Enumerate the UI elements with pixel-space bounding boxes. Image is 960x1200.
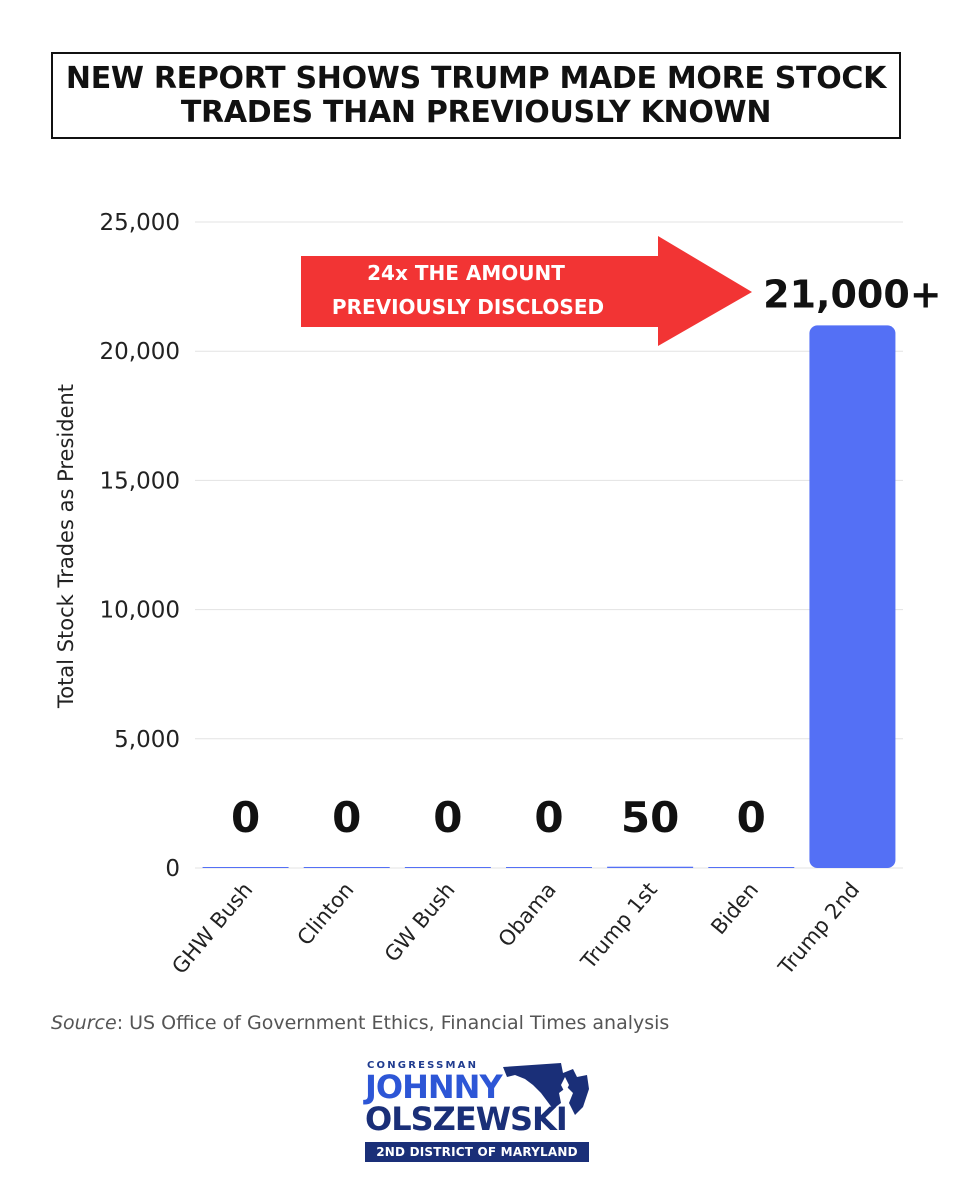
data-label: 0 [736,793,766,842]
x-tick-label: Trump 1st [576,877,662,974]
maryland-map-icon [503,1063,589,1115]
bar [405,867,491,868]
x-tick-label: Obama [493,877,561,952]
x-tick-label: Trump 2nd [773,877,865,980]
data-label: 0 [433,793,463,842]
source-text: : US Office of Government Ethics, Financial Times analysis [116,1012,670,1034]
source-note [51,1012,669,1034]
logo-congressman: CONGRESSMAN [367,1060,479,1071]
y-tick-label: 0 [165,856,180,882]
title-line-2: TRADES THAN PREVIOUSLY KNOWN [180,94,772,130]
annotation-line-1: 24x THE AMOUNT [367,261,565,285]
congressman-logo [365,1060,590,1165]
bar [708,867,794,868]
x-tick-label: Clinton [292,877,359,950]
data-label: 0 [332,793,362,842]
y-tick-label: 5,000 [114,726,180,753]
logo-district-band: 2ND DISTRICT OF MARYLAND [365,1142,589,1162]
y-tick-label: 10,000 [99,597,180,624]
annotation-line-2: PREVIOUSLY DISCLOSED [331,295,605,319]
title-line-1: NEW REPORT SHOWS TRUMP MADE MORE STOCK [65,60,887,96]
x-tick-label: GW Bush [379,877,460,967]
data-label: 50 [620,793,680,842]
bar [607,867,693,868]
annotation-arrow [301,236,752,346]
x-tick-label: GHW Bush [167,877,258,979]
data-label: 21,000+ [763,272,942,317]
data-label: 0 [534,793,564,842]
bar [809,325,895,868]
y-tick-label: 20,000 [99,339,180,366]
bar [304,867,390,868]
logo-first-name: JOHNNY [365,1068,502,1106]
data-label: 0 [230,793,261,842]
y-tick-label: 15,000 [99,468,180,495]
bar [506,867,592,868]
x-tick-label: Biden [706,877,764,940]
bar [203,867,289,868]
logo-last-name: OLSZEWSKI [365,1100,567,1138]
y-axis-label: Total Stock Trades as President [54,383,78,709]
source-label: Source [51,1012,117,1034]
y-tick-label: 25,000 [99,210,180,236]
